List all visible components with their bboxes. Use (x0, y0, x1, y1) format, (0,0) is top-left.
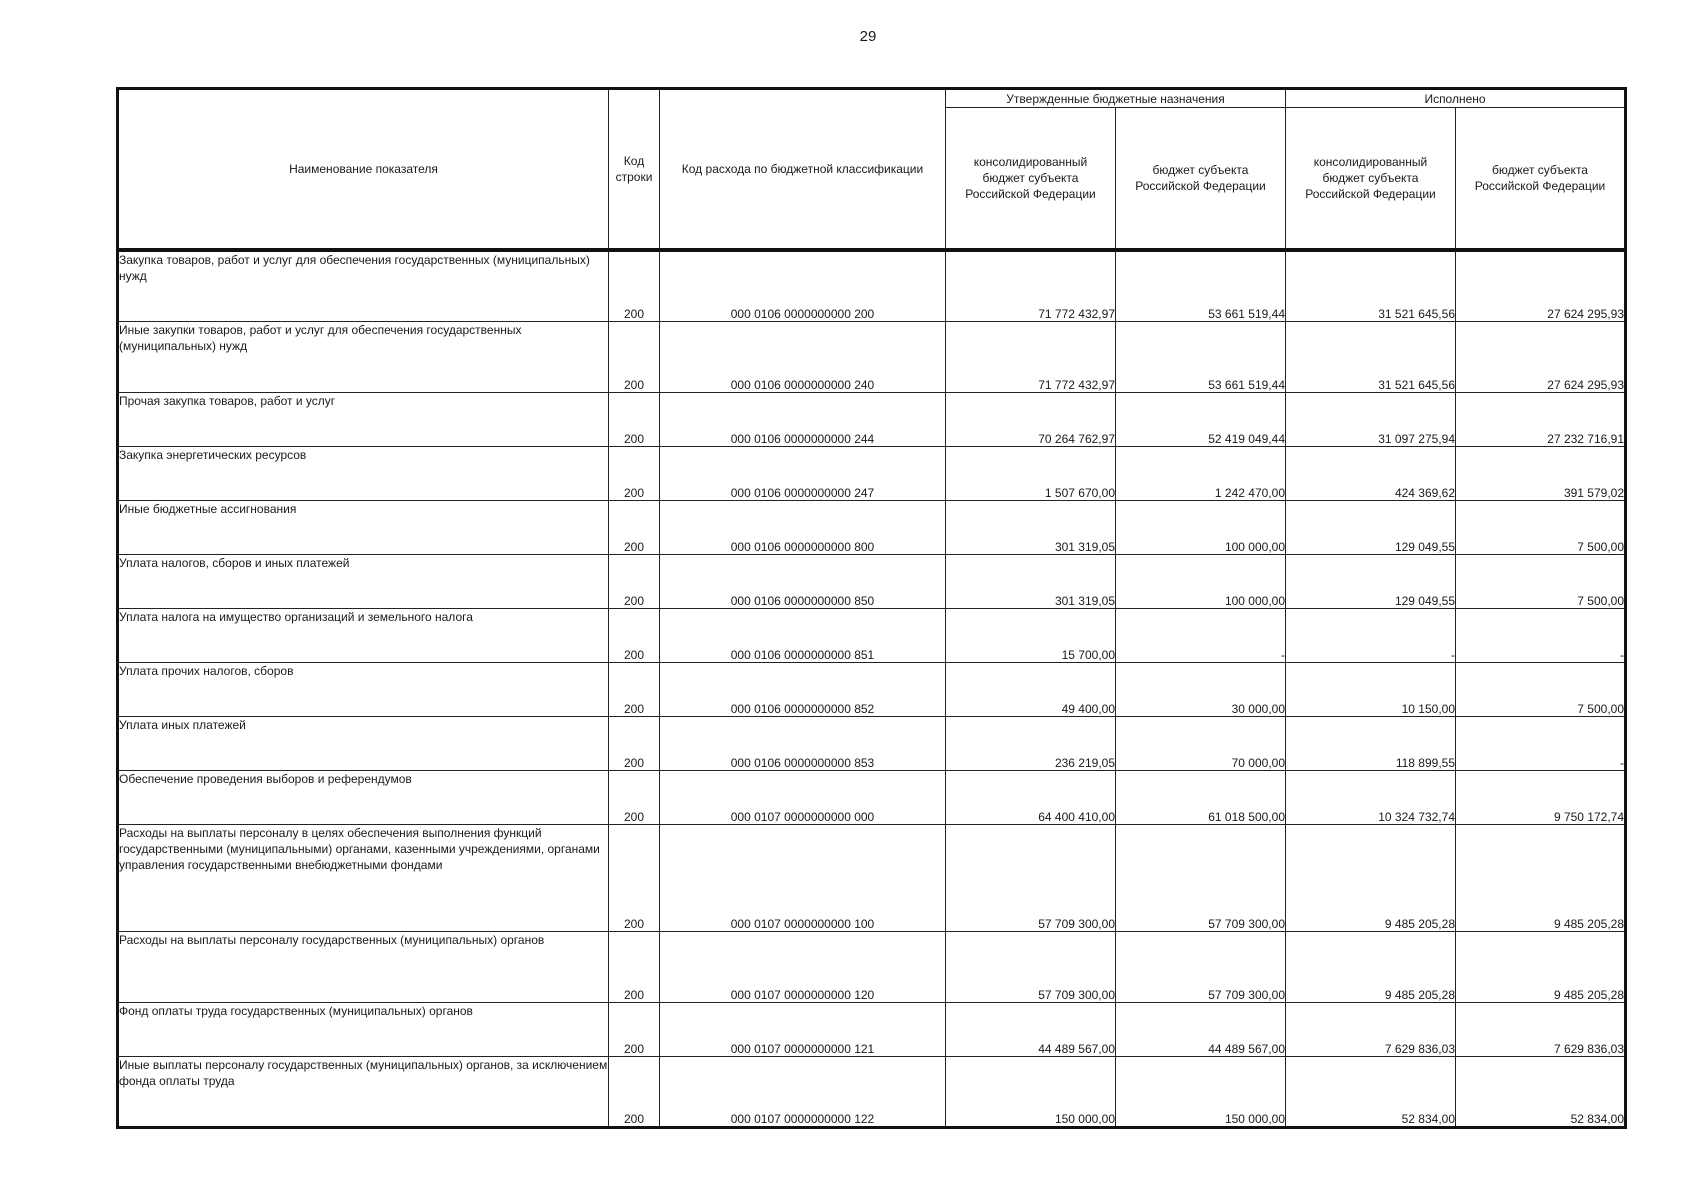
budget-table (116, 87, 1627, 1129)
row-approved-subject: 53 661 519,44 (1116, 321, 1286, 392)
row-name: Иные выплаты персоналу государственных (муниципальных) органов, за исключением фонда оплаты труда (118, 1056, 609, 1127)
row-name: Закупка энергетических ресурсов (118, 446, 609, 500)
table-row (118, 392, 1626, 446)
row-code: 200 (609, 608, 660, 662)
row-classification: 000 0106 0000000000 244 (660, 392, 946, 446)
row-name: Расходы на выплаты персоналу в целях обеспечения выполнения функций государственными (муниципальными) органами, казенными учреждениями, органами управления государственными внебюджетными фондами (118, 824, 609, 931)
row-executed-consolidated: 31 097 275,94 (1286, 392, 1456, 446)
table-row (118, 770, 1626, 824)
row-executed-subject: 27 624 295,93 (1456, 250, 1626, 321)
row-executed-subject: 27 624 295,93 (1456, 321, 1626, 392)
row-name: Уплата прочих налогов, сборов (118, 662, 609, 716)
row-name: Закупка товаров, работ и услуг для обеспечения государственных (муниципальных) нужд (118, 250, 609, 321)
row-executed-consolidated: 129 049,55 (1286, 554, 1456, 608)
row-approved-subject: 44 489 567,00 (1116, 1002, 1286, 1056)
row-executed-subject: 7 500,00 (1456, 500, 1626, 554)
row-code: 200 (609, 554, 660, 608)
row-executed-subject: 7 500,00 (1456, 554, 1626, 608)
table-row (118, 554, 1626, 608)
row-approved-consolidated: 15 700,00 (946, 608, 1116, 662)
row-approved-subject: 70 000,00 (1116, 716, 1286, 770)
row-code: 200 (609, 662, 660, 716)
row-approved-subject: 53 661 519,44 (1116, 250, 1286, 321)
header-approved-subject: бюджет субъекта Российской Федерации (1116, 108, 1286, 251)
page-number: 29 (859, 28, 877, 45)
row-name: Иные закупки товаров, работ и услуг для обеспечения государственных (муниципальных) нужд (118, 321, 609, 392)
row-approved-consolidated: 236 219,05 (946, 716, 1116, 770)
row-executed-consolidated: 9 485 205,28 (1286, 931, 1456, 1002)
row-executed-consolidated: 10 150,00 (1286, 662, 1456, 716)
row-approved-subject: 1 242 470,00 (1116, 446, 1286, 500)
row-approved-consolidated: 301 319,05 (946, 554, 1116, 608)
row-classification: 000 0106 0000000000 240 (660, 321, 946, 392)
table-row (118, 446, 1626, 500)
row-approved-consolidated: 44 489 567,00 (946, 1002, 1116, 1056)
row-code: 200 (609, 500, 660, 554)
row-name: Расходы на выплаты персоналу государственных (муниципальных) органов (118, 931, 609, 1002)
row-executed-subject: - (1456, 716, 1626, 770)
row-approved-subject: 57 709 300,00 (1116, 824, 1286, 931)
row-executed-consolidated: - (1286, 608, 1456, 662)
row-executed-subject: - (1456, 608, 1626, 662)
row-approved-subject: 61 018 500,00 (1116, 770, 1286, 824)
header-name: Наименование показателя (118, 89, 609, 251)
row-classification: 000 0106 0000000000 200 (660, 250, 946, 321)
header-group-executed: Исполнено (1286, 89, 1626, 108)
row-code: 200 (609, 716, 660, 770)
row-approved-consolidated: 71 772 432,97 (946, 321, 1116, 392)
row-executed-subject: 9 485 205,28 (1456, 931, 1626, 1002)
row-executed-subject: 9 750 172,74 (1456, 770, 1626, 824)
row-executed-consolidated: 31 521 645,56 (1286, 321, 1456, 392)
header-approved-consolidated: консолидированный бюджет субъекта Российской Федерации (946, 108, 1116, 251)
row-executed-consolidated: 31 521 645,56 (1286, 250, 1456, 321)
row-executed-subject: 391 579,02 (1456, 446, 1626, 500)
row-name: Уплата налогов, сборов и иных платежей (118, 554, 609, 608)
row-approved-consolidated: 1 507 670,00 (946, 446, 1116, 500)
header-classification: Код расхода по бюджетной классификации (660, 89, 946, 251)
row-name: Уплата иных платежей (118, 716, 609, 770)
table-row (118, 1056, 1626, 1127)
row-approved-subject: 100 000,00 (1116, 500, 1286, 554)
header-executed-consolidated: консолидированный бюджет субъекта Российской Федерации (1286, 108, 1456, 251)
row-classification: 000 0107 0000000000 120 (660, 931, 946, 1002)
row-code: 200 (609, 931, 660, 1002)
row-approved-consolidated: 57 709 300,00 (946, 931, 1116, 1002)
table-row (118, 931, 1626, 1002)
table-row (118, 662, 1626, 716)
row-executed-subject: 52 834,00 (1456, 1056, 1626, 1127)
row-approved-consolidated: 301 319,05 (946, 500, 1116, 554)
row-classification: 000 0107 0000000000 122 (660, 1056, 946, 1127)
row-classification: 000 0107 0000000000 100 (660, 824, 946, 931)
row-classification: 000 0106 0000000000 850 (660, 554, 946, 608)
row-executed-consolidated: 129 049,55 (1286, 500, 1456, 554)
row-name: Обеспечение проведения выборов и референдумов (118, 770, 609, 824)
row-approved-consolidated: 57 709 300,00 (946, 824, 1116, 931)
row-code: 200 (609, 392, 660, 446)
row-code: 200 (609, 321, 660, 392)
row-approved-consolidated: 150 000,00 (946, 1056, 1116, 1127)
budget-table-container (116, 87, 1627, 1129)
row-approved-subject: - (1116, 608, 1286, 662)
row-classification: 000 0107 0000000000 000 (660, 770, 946, 824)
row-code: 200 (609, 824, 660, 931)
row-classification: 000 0106 0000000000 852 (660, 662, 946, 716)
row-classification: 000 0107 0000000000 121 (660, 1002, 946, 1056)
table-row (118, 1002, 1626, 1056)
row-executed-consolidated: 10 324 732,74 (1286, 770, 1456, 824)
row-code: 200 (609, 446, 660, 500)
header-group-approved: Утвержденные бюджетные назначения (946, 89, 1286, 108)
row-executed-subject: 7 629 836,03 (1456, 1002, 1626, 1056)
row-executed-consolidated: 9 485 205,28 (1286, 824, 1456, 931)
row-approved-subject: 150 000,00 (1116, 1056, 1286, 1127)
row-code: 200 (609, 1056, 660, 1127)
row-name: Иные бюджетные ассигнования (118, 500, 609, 554)
row-approved-subject: 52 419 049,44 (1116, 392, 1286, 446)
row-classification: 000 0106 0000000000 853 (660, 716, 946, 770)
row-executed-consolidated: 424 369,62 (1286, 446, 1456, 500)
row-executed-consolidated: 7 629 836,03 (1286, 1002, 1456, 1056)
row-code: 200 (609, 1002, 660, 1056)
table-row (118, 824, 1626, 931)
row-approved-subject: 57 709 300,00 (1116, 931, 1286, 1002)
row-executed-subject: 27 232 716,91 (1456, 392, 1626, 446)
table-row (118, 250, 1626, 321)
row-classification: 000 0106 0000000000 851 (660, 608, 946, 662)
row-approved-consolidated: 49 400,00 (946, 662, 1116, 716)
table-row (118, 608, 1626, 662)
table-row (118, 500, 1626, 554)
row-executed-subject: 7 500,00 (1456, 662, 1626, 716)
header-executed-subject: бюджет субъекта Российской Федерации (1456, 108, 1626, 251)
row-approved-consolidated: 64 400 410,00 (946, 770, 1116, 824)
row-executed-subject: 9 485 205,28 (1456, 824, 1626, 931)
row-name: Прочая закупка товаров, работ и услуг (118, 392, 609, 446)
row-name: Уплата налога на имущество организаций и земельного налога (118, 608, 609, 662)
row-executed-consolidated: 118 899,55 (1286, 716, 1456, 770)
table-row (118, 321, 1626, 392)
row-approved-consolidated: 71 772 432,97 (946, 250, 1116, 321)
row-code: 200 (609, 770, 660, 824)
row-code: 200 (609, 250, 660, 321)
row-classification: 000 0106 0000000000 247 (660, 446, 946, 500)
header-code: Код строки (609, 89, 660, 251)
row-name: Фонд оплаты труда государственных (муниципальных) органов (118, 1002, 609, 1056)
row-executed-consolidated: 52 834,00 (1286, 1056, 1456, 1127)
row-classification: 000 0106 0000000000 800 (660, 500, 946, 554)
row-approved-subject: 100 000,00 (1116, 554, 1286, 608)
table-row (118, 716, 1626, 770)
row-approved-consolidated: 70 264 762,97 (946, 392, 1116, 446)
row-approved-subject: 30 000,00 (1116, 662, 1286, 716)
